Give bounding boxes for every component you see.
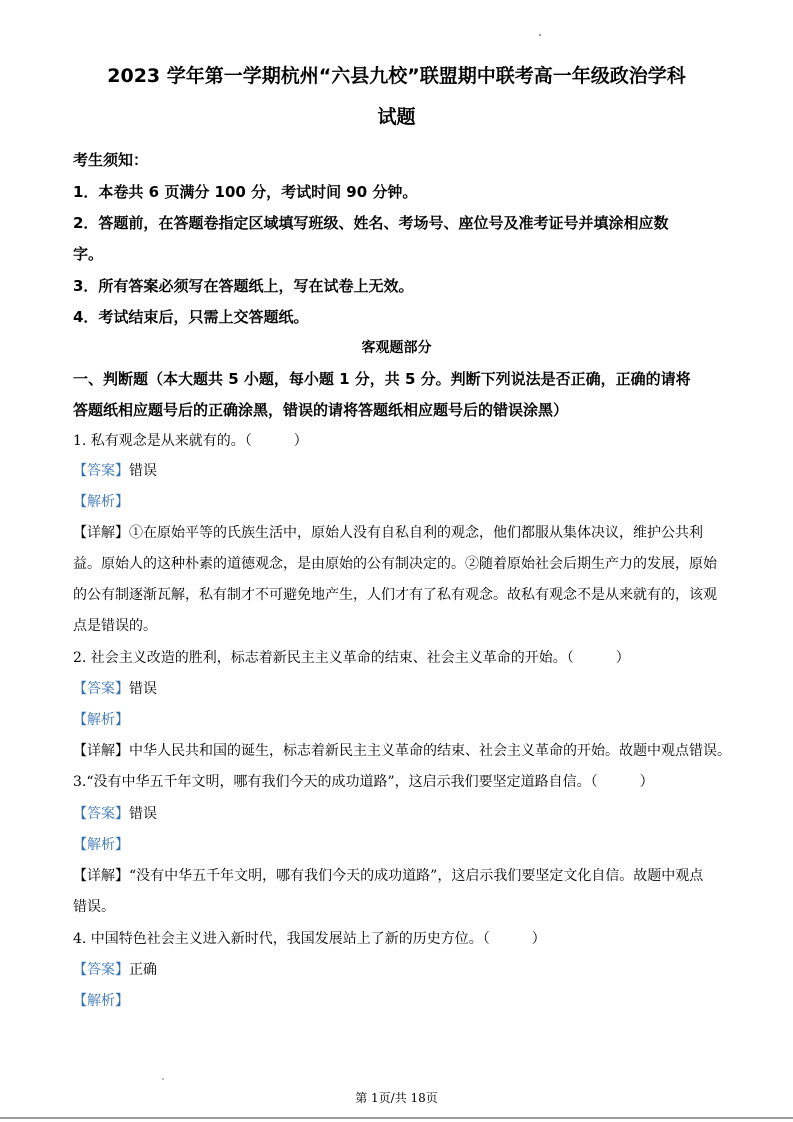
analysis-tag: 【解析】 <box>73 993 129 1009</box>
analysis-tag: 【解析】 <box>73 712 129 728</box>
answer-tag: 【答案】 <box>73 806 129 822</box>
detail-line <box>73 523 733 543</box>
detail-tag: 【详解】 <box>73 525 129 541</box>
detail-text: 中华人民共和国的诞生，标志着新民主主义革命的结束、社会主义革命的开始。故题中观点错误。 <box>129 743 731 759</box>
question-stem: 1. 私有观念是从来就有的。（ ） <box>73 433 308 449</box>
notice-item: 2．答题前，在答题卷指定区域填写班级、姓名、考场号、座位号及准考证号并填涂相应数 <box>73 214 669 232</box>
answer-line <box>73 804 733 824</box>
answer-value: 错误 <box>129 806 157 822</box>
question-stem: 4. 中国特色社会主义进入新时代，我国发展站上了新的历史方位。（ ） <box>73 931 546 947</box>
part-instructions: 一、判断题（本大题共 5 小题，每小题 1 分，共 5 分。判断下列说法是否正确，正确的请将 <box>73 370 691 388</box>
question-stem: 2. 社会主义改造的胜利，标志着新民主主义革命的结束、社会主义革命的开始。（ ） <box>73 650 630 666</box>
answer-value: 正确 <box>129 962 157 978</box>
detail-text: 错误。 <box>73 899 115 915</box>
detail-text: 点是错误的。 <box>73 618 157 634</box>
answer-tag: 【答案】 <box>73 463 129 479</box>
notice-item-continuation: 字。 <box>73 245 104 263</box>
answer-tag: 【答案】 <box>73 962 129 978</box>
scan-speck <box>539 34 541 36</box>
part-instructions-continued: 答题纸相应题号后的正确涂黑，错误的请将答题纸相应题号后的错误涂黑） <box>73 401 569 419</box>
notice-item: 3．所有答案必须写在答题纸上，写在试卷上无效。 <box>73 277 414 295</box>
answer-line <box>73 960 733 980</box>
document-title: 2023 学年第一学期杭州“六县九校”联盟期中联考高一年级政治学科 <box>107 65 686 87</box>
detail-text: 益。原始人的这种朴素的道德观念，是由原始的公有制决定的。②随着原始社会后期生产力的发展，原始 <box>73 556 717 572</box>
section-heading: 客观题部分 <box>361 340 432 356</box>
page-number: 第 1页/共 18页 <box>355 1091 438 1105</box>
notice-item: 4．考试结束后，只需上交答题纸。 <box>73 308 309 326</box>
detail-text: 的公有制逐渐瓦解，私有制才不可避免地产生，人们才有了私有观念。故私有观念不是从来就有的，该观 <box>73 587 717 603</box>
detail-line <box>73 866 733 886</box>
notice-item: 1．本卷共 6 页满分 100 分，考试时间 90 分钟。 <box>73 183 418 201</box>
analysis-tag: 【解析】 <box>73 837 129 853</box>
detail-text: “没有中华五千年文明，哪有我们今天的成功道路”，这启示我们要坚定文化自信。故题中观点 <box>129 868 704 884</box>
answer-line <box>73 461 733 481</box>
notice-heading: 考生须知： <box>73 151 149 169</box>
detail-tag: 【详解】 <box>73 743 129 759</box>
detail-tag: 【详解】 <box>73 868 129 884</box>
answer-tag: 【答案】 <box>73 681 129 697</box>
footer-rule <box>0 1117 793 1119</box>
answer-line <box>73 679 733 699</box>
document-title-line-2: 试题 <box>377 106 416 128</box>
question-stem: 3.“没有中华五千年文明，哪有我们今天的成功道路”，这启示我们要坚定道路自信。（ ） <box>73 774 654 790</box>
scan-speck <box>162 1078 164 1080</box>
detail-text: ①在原始平等的氏族生活中，原始人没有自私自利的观念，他们都服从集体决议，维护公共利 <box>129 525 703 541</box>
detail-line <box>73 741 733 761</box>
answer-value: 错误 <box>129 463 157 479</box>
analysis-tag: 【解析】 <box>73 494 129 510</box>
answer-value: 错误 <box>129 681 157 697</box>
